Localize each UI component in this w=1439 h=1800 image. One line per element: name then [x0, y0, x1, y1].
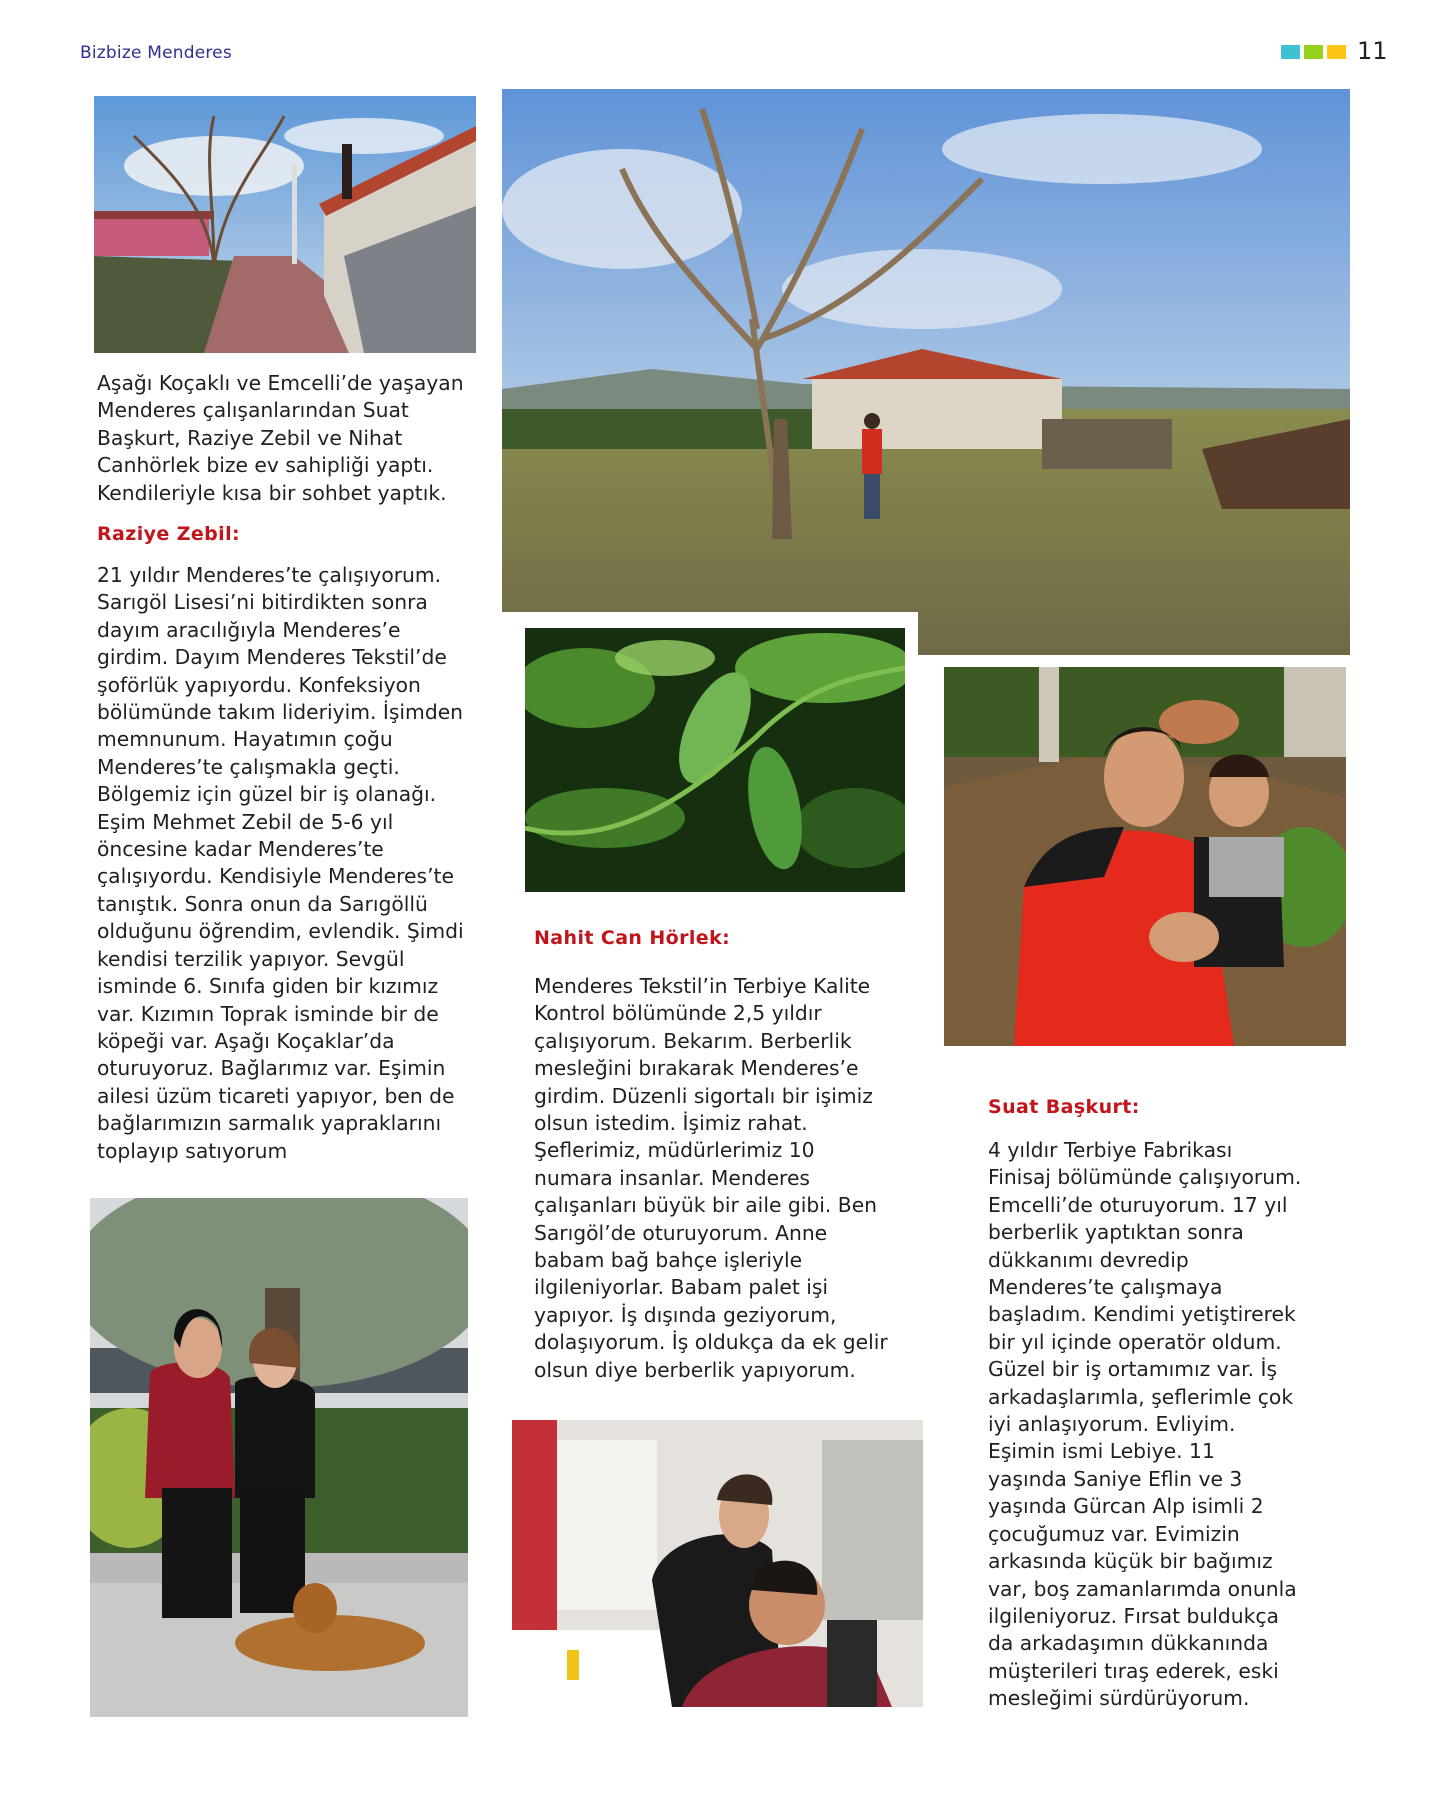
accent-square-green — [1304, 45, 1323, 59]
photo-pepper-plants — [525, 628, 905, 892]
page-number: 11 — [1357, 37, 1388, 65]
interview-heading-raziye: Raziye Zebil: — [97, 523, 240, 545]
photo-tree-landscape — [502, 89, 1350, 655]
interview-text-nahit: Menderes Tekstil’in Terbiye Kalite Kontrol bölümünde 2,5 yıldır çalışıyorum. Bekarım. Berberlik mesleğini bırakarak Menderes’e girdim. Düzenli sigortalı bir işimiz olsun istedim. İşimiz rahat. Şeflerimiz, müdürlerimiz 10 numara insanlar. Menderes çalışanları büyük bir aile gibi. Ben Sarıgöl’de oturuyorum. Anne babam bağ bahçe işleriyle ilgileniyorlar. Babam palet işi yapıyor. İş dışında geziyorum, dolaşıyorum. İş oldukça da ek gelir olsun diye berberlik yapıyorum. — [534, 974, 888, 1382]
interview-heading-nahit: Nahit Can Hörlek: — [534, 927, 731, 949]
accent-square-yellow — [1327, 45, 1346, 59]
interview-text-raziye: 21 yıldır Menderes’te çalışıyorum. Sarıgöl Lisesi’ni bitirdikten sonra dayım aracılığıyla Menderes’e girdim. Dayım Menderes Tekstil’de şoförlük yapıyordu. Konfeksiyon bölümünde takım lideriyim. İşimden memnunum. Hayatımın çoğu Menderes’te çalışmakla geçti. Bölgemiz için güzel bir iş olanağı. Eşim Mehmet Zebil de 5-6 yıl öncesine kadar Menderes’te çalışıyordu. Kendisiyle Menderes’te tanıştık. Sonra onun da Sarıgöllü olduğunu öğrendim, evlendik. Şimdi kendisi terzilik yapıyor. Sevgül isminde 6. Sınıfa giden bir kızımız var. Kızımın Toprak isminde bir de köpeği var. Aşağı Koçaklar’da oturuyoruz. Bağlarımız var. Eşimin ailesi üzüm ticareti yapıyor, ben de bağlarımızın sarmalık yapraklarını toplayıp satıyorum — [97, 563, 464, 1163]
interview-text-suat: 4 yıldır Terbiye Fabrikası Finisaj bölümünde çalışıyorum. Emcelli’de oturuyorum. 17 yıl berberlik yaptıktan sonra dükkanımı devredip Menderes’te çalışmaya başladım. Kendimi yetiştirerek bir yıl içinde operatör oldum. Güzel bir iş ortamımız var. İş arkadaşlarımla, şeflerimle çok iyi anlaşıyorum. Evliyim. Eşimin ismi Lebiye. 11 yaşında Saniye Eflin ve 3 yaşında Gürcan Alp isimli 2 çocuğumuz var. Evimizin arkasında küçük bir bağımız var, boş zamanlarımda onunla ilgileniyoruz. Fırsat buldukça da arkadaşımın dükkanında müşterileri tıraş ederek, eski mesleğimi sürdürüyorum. — [988, 1138, 1302, 1711]
interview-heading-suat: Suat Başkurt: — [988, 1096, 1140, 1118]
photo-family-with-dog — [90, 1198, 468, 1717]
publication-title: Bizbize Menderes — [80, 43, 232, 63]
accent-square-cyan — [1281, 45, 1300, 59]
intro-paragraph: Aşağı Koçaklı ve Emcelli’de yaşayan Menderes çalışanlarından Suat Başkurt, Raziye Zebil ve Nihat Canhörlek bize ev sahipliği yaptı. Kendileriyle kısa bir sohbet yaptık. — [97, 371, 464, 505]
photo-man-with-child — [944, 667, 1346, 1046]
photo-village-street — [94, 96, 476, 353]
accent-squares — [1281, 45, 1346, 59]
photo-barber-shop — [512, 1420, 923, 1707]
